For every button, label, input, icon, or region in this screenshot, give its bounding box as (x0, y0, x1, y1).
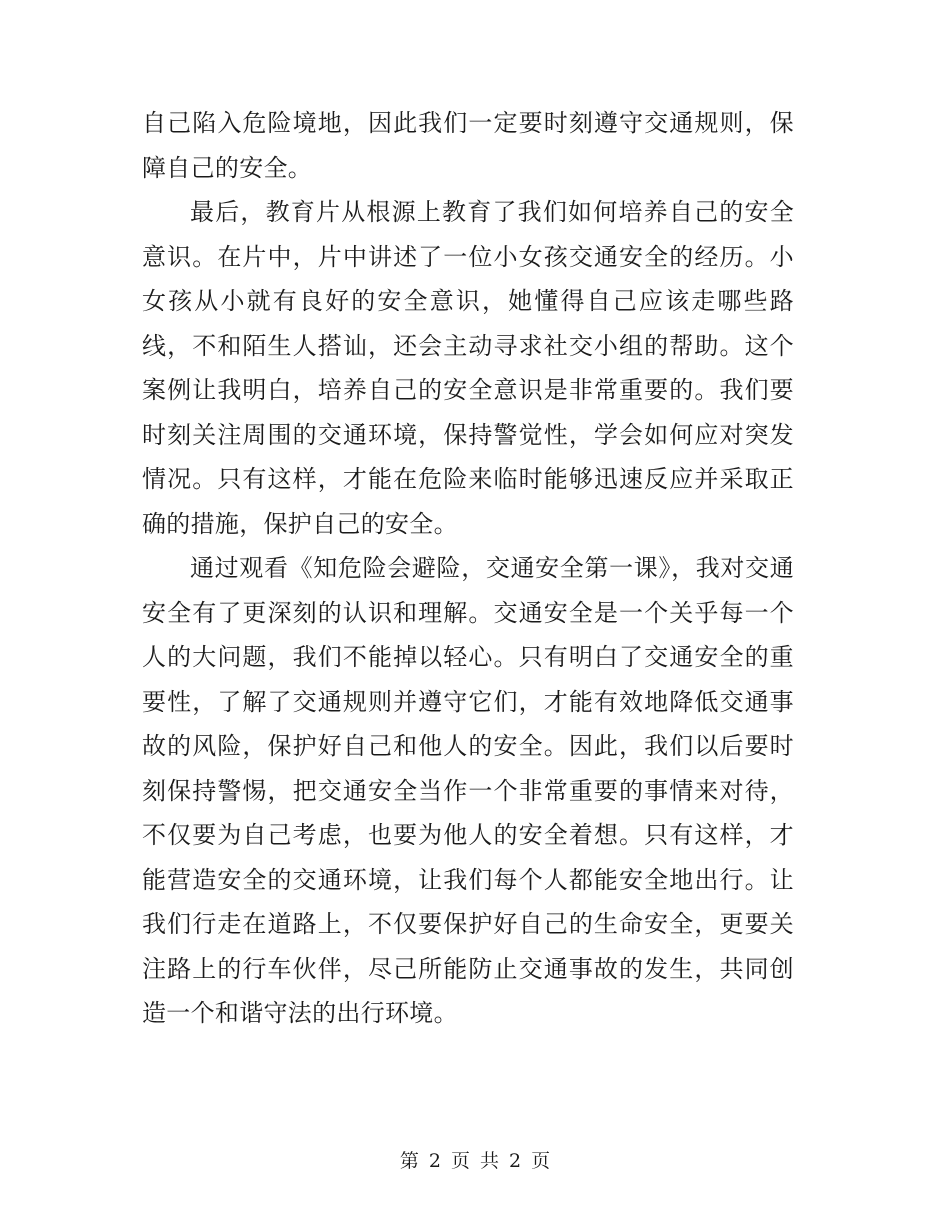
paragraph-conclusion: 通过观看《知危险会避险，交通安全第一课》，我对交通安全有了更深刻的认识和理解。交通安全是一个关乎每一个人的大问题，我们不能掉以轻心。只有明白了交通安全的重要性，了解了交通规则并遵守它们，才能有效地降低交通事故的风险，保护好自己和他人的安全。因此，我们以后要时刻保持警惕，把交通安全当作一个非常重要的事情来对待，不仅要为自己考虑，也要为他人的安全着想。只有这样，才能营造安全的交通环境，让我们每个人都能安全地出行。让我们行走在道路上，不仅要保护好自己的生命安全，更要关注路上的行车伙伴，尽己所能防止交通事故的发生，共同创造一个和谐守法的出行环境。 (142, 554, 794, 1027)
paragraph-continuation: 自己陷入危险境地，因此我们一定要时刻遵守交通规则，保障自己的安全。 (142, 109, 794, 182)
paragraph-safety-awareness: 最后，教育片从根源上教育了我们如何培养自己的安全意识。在片中，片中讲述了一位小女孩交通安全的经历。小女孩从小就有良好的安全意识，她懂得自己应该走哪些路线，不和陌生人搭讪，还会主动寻求社交小组的帮助。这个案例让我明白，培养自己的安全意识是非常重要的。我们要时刻关注周围的交通环境，保持警觉性，学会如何应对突发情况。只有这样，才能在危险来临时能够迅速反应并采取正确的措施，保护自己的安全。 (142, 198, 794, 538)
page-footer: 第 2 页 共 2 页 (399, 1150, 551, 1172)
document-body (142, 101, 794, 1036)
